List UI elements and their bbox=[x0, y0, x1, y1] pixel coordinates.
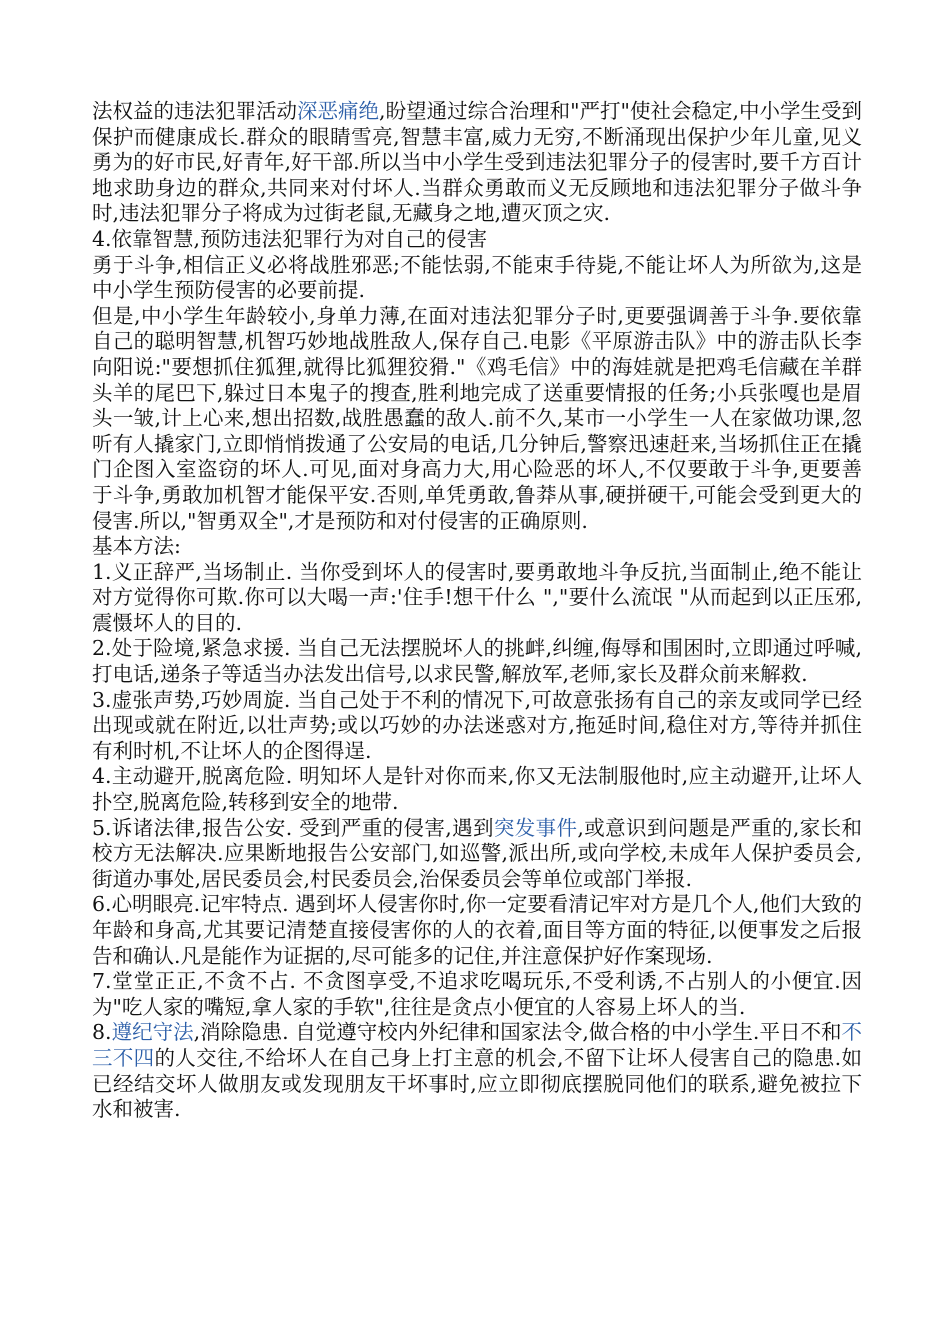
paragraph-text: ,消除隐患. 自觉遵守校内外纪律和国家法令,做合格的中小学生.平日不和 bbox=[193, 1020, 842, 1045]
paragraph-text: 但是,中小学生年龄较小,身单力薄,在面对违法犯罪分子时,更要强调善于斗争.要依靠自己的聪明智慧,机智巧妙地战胜敌人,保存自己.电影《平原游击队》中的游击队长李向阳说:"要想抓住狐狸,就得比狐狸狡猾."《鸡毛信》中的海娃就是把鸡毛信藏在羊群头羊的尾巴下,躲过日本鬼子的搜查,胜利地完成了送重要情报的任务;小兵张嘎也是眉头一皱,计上心来,想出招数,战胜愚蠢的敌人.前不久,某市一小学生一人在家做功课,忽听有人撬家门,立即悄悄拨通了公安局的电话,几分钟后,警察迅速赶来,当场抓住正在撬门企图入室盗窃的坏人.可见,面对身高力大,用心险恶的坏人,不仅要敢于斗争,更要善于斗争,勇敢加机智才能保平安.否则,单凭勇敢,鲁莽从事,硬拼硬干,可能会受到更大的侵害.所以,"智勇双全",才是预防和对付侵害的正确原则. bbox=[92, 303, 862, 533]
paragraph-text: 3.虚张声势,巧妙周旋. 当自己处于不利的情况下,可故意张扬有自己的亲友或同学已经出现或就在附近,以壮声势;或以巧妙的办法迷惑对方,拖延时间,稳住对方,等待并抓住有利时机,不让坏人的企图得逞. bbox=[92, 687, 862, 763]
paragraph-text: 5.诉诸法律,报告公安. 受到严重的侵害,遇到 bbox=[92, 815, 494, 840]
paragraph-text: 6.心明眼亮.记牢特点. 遇到坏人侵害你时,你一定要看清记牢对方是几个人,他们大致的年龄和身高,尤其要记清楚直接侵害你的人的衣着,面目等方面的特征,以便事发之后报告和确认.凡是能作为证据的,尽可能多的记住,并注意保护好作案现场. bbox=[92, 892, 862, 968]
paragraph bbox=[92, 227, 862, 253]
paragraph bbox=[92, 534, 862, 560]
paragraph-text: 勇于斗争,相信正义必将战胜邪恶;不能怯弱,不能束手待毙,不能让坏人为所欲为,这是中小学生预防侵害的必要前提. bbox=[92, 252, 862, 303]
paragraph-text: 8. bbox=[92, 1020, 112, 1045]
paragraph-text: 4.主动避开,脱离危险. 明知坏人是针对你而来,你又无法制服他时,应主动避开,让坏人扑空,脱离危险,转移到安全的地带. bbox=[92, 764, 862, 815]
paragraph bbox=[92, 304, 862, 534]
paragraph bbox=[92, 764, 862, 815]
paragraph-text: 基本方法: bbox=[92, 534, 181, 559]
hyperlink[interactable]: 深恶痛绝 bbox=[297, 99, 380, 123]
hyperlink[interactable]: 突发事件 bbox=[493, 815, 578, 840]
paragraph-text: 1.义正辞严,当场制止. 当你受到坏人的侵害时,要勇敢地斗争反抗,当面制止,绝不能让对方觉得你可欺.你可以大喝一声:'住手!想干什么 ","要什么流氓 "从而起到以正压邪,震慑坏人的目的. bbox=[92, 559, 862, 635]
paragraph-text: ,或意识到问题是严重的,家长和校方无法解决.应果断地报告公安部门,如巡警,派出所,或向学校,未成年人保护委员会,街道办事处,居民委员会,村民委员会,治保委员会等单位或部门举报. bbox=[92, 815, 863, 891]
hyperlink[interactable]: 遵纪守法 bbox=[111, 1020, 194, 1045]
paragraph-text: 4.依靠智慧,预防违法犯罪行为对自己的侵害 bbox=[92, 226, 488, 251]
paragraph-text: 的人交往,不给坏人在自己身上打主意的机会,不留下让坏人侵害自己的隐患.如已经结交坏人做朋友或发现朋友干坏事时,应立即彻底摆脱同他们的联系,避免被拉下水和被害. bbox=[92, 1045, 862, 1122]
paragraph-text: 2.处于险境,紧急求援. 当自己无法摆脱坏人的挑衅,纠缠,侮辱和围困时,立即通过呼喊,打电话,递条子等适当办法发出信号,以求民警,解放军,老师,家长及群众前来解救. bbox=[92, 636, 862, 687]
paragraph bbox=[92, 636, 862, 687]
paragraph-text: 法权益的违法犯罪活动 bbox=[92, 99, 298, 123]
paragraph bbox=[92, 969, 862, 1020]
paragraph bbox=[92, 560, 862, 637]
paragraph bbox=[92, 1020, 862, 1122]
paragraph bbox=[92, 892, 862, 969]
paragraph bbox=[92, 688, 862, 765]
hyperlink[interactable]: 不三不四 bbox=[92, 1020, 862, 1070]
paragraph bbox=[92, 816, 862, 893]
paragraph bbox=[92, 253, 862, 304]
paragraph bbox=[92, 99, 862, 227]
document-body bbox=[92, 99, 862, 1123]
paragraph-text: 7.堂堂正正,不贪不占. 不贪图享受,不追求吃喝玩乐,不受利诱,不占别人的小便宜.因为"吃人家的嘴短,拿人家的手软",往往是贪点小便宜的人容易上坏人的当. bbox=[92, 969, 862, 1019]
paragraph-text: ,盼望通过综合治理和"严打"使社会稳定,中小学生受到保护而健康成长.群众的眼睛雪亮,智慧丰富,威力无穷,不断涌现出保护少年儿童,见义勇为的好市民,好青年,好干部.所以当中小学生受到违法犯罪分子的侵害时,要千方百计地求助身边的群众,共同来对付坏人.当群众勇敢而义无反顾地和违法犯罪分子做斗争时,违法犯罪分子将成为过街老鼠,无藏身之地,遭灭顶之灾. bbox=[92, 99, 863, 226]
